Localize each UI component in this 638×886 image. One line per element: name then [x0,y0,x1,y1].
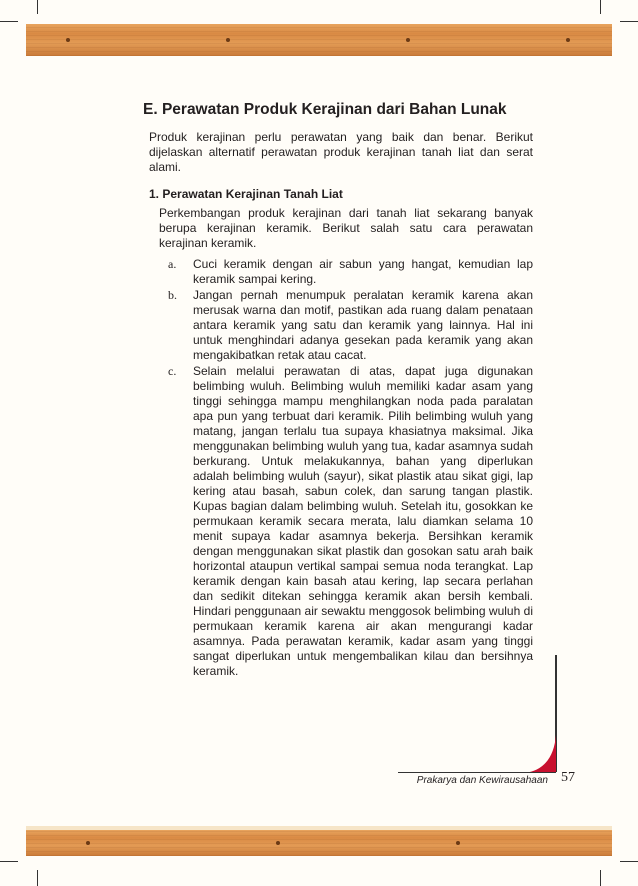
crop-mark [37,0,38,14]
care-steps-list [143,257,533,679]
page-content [143,101,533,680]
red-corner-decoration [525,735,557,773]
crop-mark [600,870,601,886]
list-item [143,257,533,287]
wood-header-band [26,24,612,56]
crop-mark [37,870,38,886]
crop-mark [620,21,638,22]
nail-icon [456,841,460,845]
crop-mark [0,21,18,22]
footer-horizontal-rule [398,772,556,773]
nail-icon [276,841,280,845]
nail-icon [226,38,230,42]
list-item-text: Jangan pernah menumpuk peralatan keramik karena akan merusak warna dan motif, pastikan ada ruang dalam penataan antara keramik yang satu dan keramik yang lainnya. Hal ini untuk menghindari adanya gesekan pada keramik yang akan mengakibatkan retak atau cacat. [193,288,533,362]
footer-book-title: Prakarya dan Kewirausahaan [416,775,548,786]
wood-footer-band [26,826,612,856]
nail-icon [406,38,410,42]
crop-mark [0,861,18,862]
list-item-text: Selain melalui perawatan di atas, dapat juga digunakan belimbing wuluh. Belimbing wuluh memiliki kadar asam yang tinggi sehingga mampu menghilangkan noda pada paralatan apa pun yang terbuat dari keramik. Pilih belimbing wuluh yang matang, jangan terlalu tua supaya khasiatnya maksimal. Jika menggunakan belimbing wuluh yang tua, kadar asamnya sudah berkurang. Untuk melakukannya, bahan yang diperlukan adalah belimbing wuluh (sayur), sikat plastik atau sikat gigi, lap kering atau basah, sabun colek, dan sarung tangan plastik. Kupas bagian dalam belimbing wuluh. Setelah itu, gosokkan ke permukaan keramik secara merata, lalu diamkan selama 10 menit supaya kadar asamnya bekerja. Bersihkan keramik dengan menggunakan sikat plastik dan gosokan satu arah baik horizontal ataupun vertikal sampai semua noda terangkat. Lap keramik dengan kain basah atau kering, lap secara perlahan dan sedikit ditekan sehingga keramik akan bersih kembali. Hindari penggunaan air sewaktu menggosok belimbing wuluh di permukaan keramik karena air akan mengurangi kadar asamnya. Pada perawatan keramik, kadar asam yang tinggi sangat diperlukan untuk mengembalikan kilau dan bersihnya keramik. [193,364,533,678]
list-item-text: Cuci keramik dengan air sabun yang hangat, kemudian lap keramik sampai kering. [193,257,533,286]
crop-mark [620,861,638,862]
list-marker: c. [168,364,177,378]
page-number: 57 [561,770,575,785]
section-title: E. Perawatan Produk Kerajinan dari Bahan Lunak [143,101,507,118]
list-marker: a. [168,257,177,271]
crop-mark [600,0,601,14]
nail-icon [566,38,570,42]
subsection-intro: Perkembangan produk kerajinan dari tanah liat sekarang banyak berupa kerajinan keramik. Berikut salah satu cara perawatan kerajinan keramik. [159,206,533,250]
list-item [143,288,533,363]
list-marker: b. [168,288,177,302]
section-intro: Produk kerajinan perlu perawatan yang baik dan benar. Berikut dijelaskan alternatif perawatan produk kerajinan tanah liat dan serat alami. [149,130,533,174]
list-item [143,364,533,679]
nail-icon [66,38,70,42]
nail-icon [86,841,90,845]
subsection-title: 1. Perawatan Kerajinan Tanah Liat [149,187,343,201]
